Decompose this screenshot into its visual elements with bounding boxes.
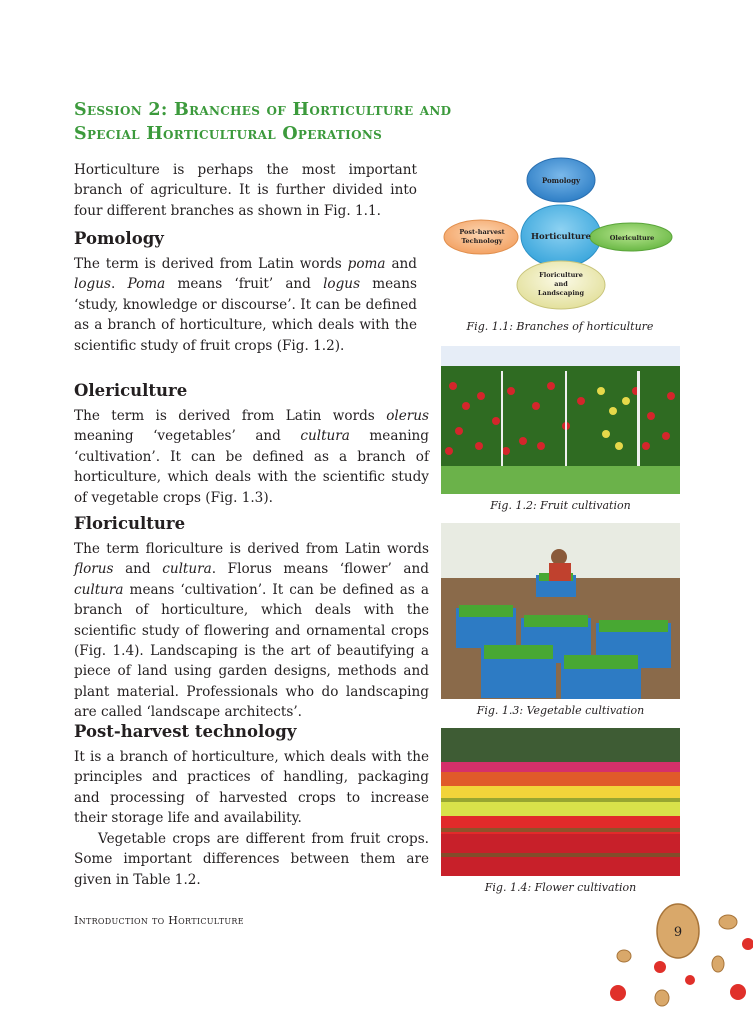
potato-icon	[712, 956, 724, 972]
olericulture-label: Olericulture	[609, 234, 655, 242]
fig-1-4-caption: Fig. 1.4: Flower cultivation	[484, 881, 637, 894]
tomato-icon	[742, 938, 753, 950]
branches-diagram	[440, 150, 680, 315]
pomology-heading: Pomology	[74, 229, 164, 248]
floriculture-paragraph: The term floriculture is derived from Latin words florus and cultura. Florus means ‘flower’ and cultura means ‘cultivation’. It can be defined as a branch of horticulture, which deals with the scientific study of flowering and ornamental crops (Fig. 1.4). Landscaping is the art of beautifying a piece of land using garden designs, methods and plant material. Professionals who do landscaping are called ‘landscape architects’.	[74, 541, 429, 721]
fig-1-1-caption: Fig. 1.1: Branches of horticulture	[466, 320, 654, 333]
olericulture-paragraph: The term is derived from Latin words olerus meaning ‘vegetables’ and cultura meaning ‘cultivation’. It can be defined as a branch of horticulture, which deals with the scientific study of vegetable crops (Fig. 1.3).	[74, 408, 430, 506]
session-title-line1: Session 2: Branches of Horticulture and	[74, 100, 452, 120]
intro-paragraph: Horticulture is perhaps the most important branch of agriculture. It is further divided into four different branches as shown in Fig. 1.1.	[74, 162, 417, 219]
decorative-vegetables	[600, 900, 753, 1024]
tomato-icon	[610, 985, 626, 1001]
pomology-label: Pomology	[541, 176, 581, 185]
floriculture-heading: Floriculture	[74, 514, 186, 533]
potato-icon	[617, 950, 631, 962]
vegetable-cultivation-photo	[441, 523, 680, 699]
session-title-line2: Special Horticultural Operations	[74, 124, 383, 144]
postharvest-label-1: Post-harvest	[459, 228, 505, 236]
postharvest-label-2: Technology	[461, 237, 503, 245]
fruit-cultivation-photo	[441, 346, 680, 494]
postharvest-heading: Post-harvest technology	[74, 722, 297, 741]
flower-field-image	[441, 728, 680, 876]
session-title	[74, 98, 514, 146]
potato-icon	[719, 915, 737, 929]
page-number: 9	[673, 925, 683, 940]
floriculture-label-2: and	[554, 280, 568, 288]
floriculture-label-1: Floriculture	[539, 271, 583, 279]
postharvest-paragraph-2: Vegetable crops are different from fruit crops. Some important differences between them are given in Table 1.2.	[74, 831, 429, 888]
fig-1-3-caption: Fig. 1.3: Vegetable cultivation	[476, 704, 645, 717]
pomology-paragraph: The term is derived from Latin words poma and logus. Poma means ‘fruit’ and logus means ‘study, knowledge or discourse’. It can be defined as a branch of horticulture, which deals with the scientific study of fruit crops (Fig. 1.2).	[74, 256, 418, 354]
footer-title: Introduction to Horticulture	[74, 914, 244, 927]
fruit-orchard-image	[441, 346, 680, 494]
flower-cultivation-photo	[441, 728, 680, 876]
horticulture-label: Horticulture	[531, 232, 591, 242]
floriculture-label-3: Landscaping	[537, 289, 585, 297]
potato-icon	[655, 990, 669, 1006]
tomato-icon	[730, 984, 746, 1000]
vegetable-greenhouse-image	[441, 523, 680, 699]
postharvest-paragraph: It is a branch of horticulture, which deals with the principles and practices of handling, packaging and processing of harvested crops to increase their storage life and availability.	[74, 749, 429, 827]
olericulture-heading: Olericulture	[74, 381, 188, 400]
tomato-icon	[654, 961, 666, 973]
tomato-icon	[685, 975, 695, 985]
fig-1-2-caption: Fig. 1.2: Fruit cultivation	[490, 499, 631, 512]
